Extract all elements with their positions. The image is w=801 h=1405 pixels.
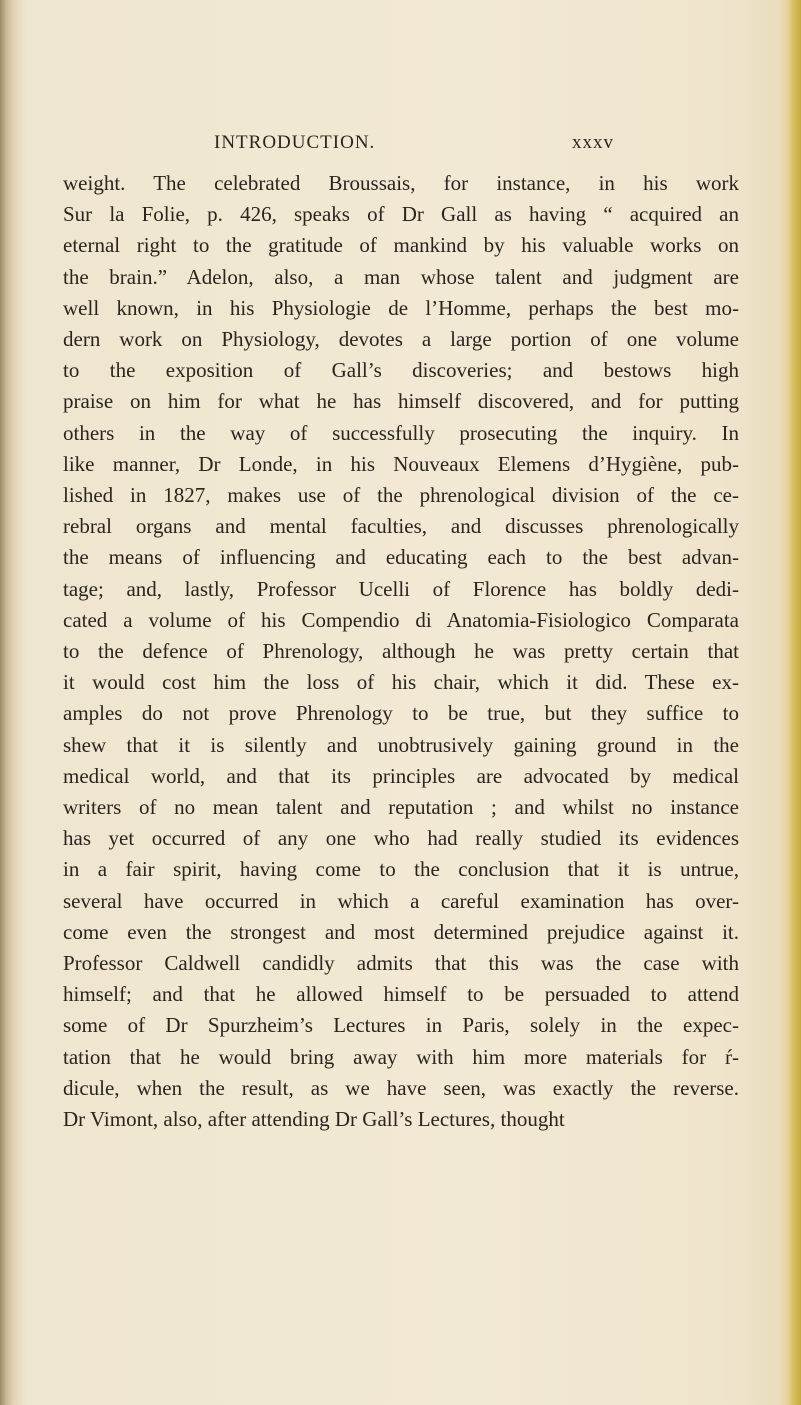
text-line: has yet occurred of any one who had really studied its evidences	[63, 826, 739, 851]
text-line: to the defence of Phrenology, although he was pretty certain that	[63, 639, 739, 664]
text-line: to the exposition of Gall’s discoveries; and bestows high	[63, 358, 739, 383]
text-line: weight. The celebrated Broussais, for instance, in his work	[63, 171, 739, 195]
text-line: cated a volume of his Compendio di Anatomia-Fisiologico Comparata	[63, 607, 739, 632]
text-line: others in the way of successfully prosecuting the inquiry. In	[63, 420, 739, 445]
text-line: medical world, and that its principles are advocated by medical	[63, 763, 739, 788]
text-line: eternal right to the gratitude of mankind by his valuable works on	[63, 233, 739, 258]
text-line: in a fair spirit, having come to the conclusion that it is untrue,	[63, 857, 739, 882]
text-line: well known, in his Physiologie de l’Homme, perhaps the best mo-	[63, 295, 739, 320]
text-line: it would cost him the loss of his chair, which it did. These ex-	[63, 670, 739, 695]
text-line: tage; and, lastly, Professor Ucelli of Florence has boldly dedi-	[63, 576, 739, 601]
body-paragraph	[63, 168, 739, 1135]
running-head: INTRODUCTION.	[214, 132, 376, 153]
text-line: shew that it is silently and unobtrusively gaining ground in the	[63, 732, 739, 757]
text-line: himself; and that he allowed himself to be persuaded to attend	[63, 982, 739, 1007]
text-line: praise on him for what he has himself discovered, and for putting	[63, 389, 739, 414]
page-edge-stain	[779, 0, 801, 1405]
text-line: like manner, Dr Londe, in his Nouveaux Elemens d’Hygiène, pub-	[63, 451, 739, 476]
text-line: amples do not prove Phrenology to be true, but they suffice to	[63, 701, 739, 726]
page-number: xxxv	[572, 132, 614, 153]
text-line: come even the strongest and most determined prejudice against it.	[63, 919, 739, 944]
page-header	[64, 132, 751, 162]
text-line: dicule, when the result, as we have seen, was exactly the reverse.	[63, 1075, 739, 1100]
text-line: rebral organs and mental faculties, and discusses phrenologically	[63, 514, 739, 539]
text-line: some of Dr Spurzheim’s Lectures in Paris, solely in the expec-	[63, 1013, 739, 1038]
text-line: tation that he would bring away with him more materials for ŕ-	[63, 1044, 739, 1069]
text-line: writers of no mean talent and reputation ; and whilst no instance	[63, 795, 739, 820]
text-line: several have occurred in which a careful examination has over-	[63, 888, 739, 913]
text-line: lished in 1827, makes use of the phrenological division of the ce-	[63, 483, 739, 508]
text-line: Dr Vimont, also, after attending Dr Gall’s Lectures, thought	[63, 1107, 565, 1132]
text-line: Sur la Folie, p. 426, speaks of Dr Gall as having “ acquired an	[63, 202, 739, 227]
text-line: the means of influencing and educating each to the best advan-	[63, 545, 739, 570]
text-line: the brain.” Adelon, also, a man whose talent and judgment are	[63, 264, 739, 289]
page-gutter-shadow	[0, 0, 24, 1405]
text-line: Professor Caldwell candidly admits that this was the case with	[63, 951, 739, 976]
text-line: dern work on Physiology, devotes a large portion of one volume	[63, 327, 739, 352]
